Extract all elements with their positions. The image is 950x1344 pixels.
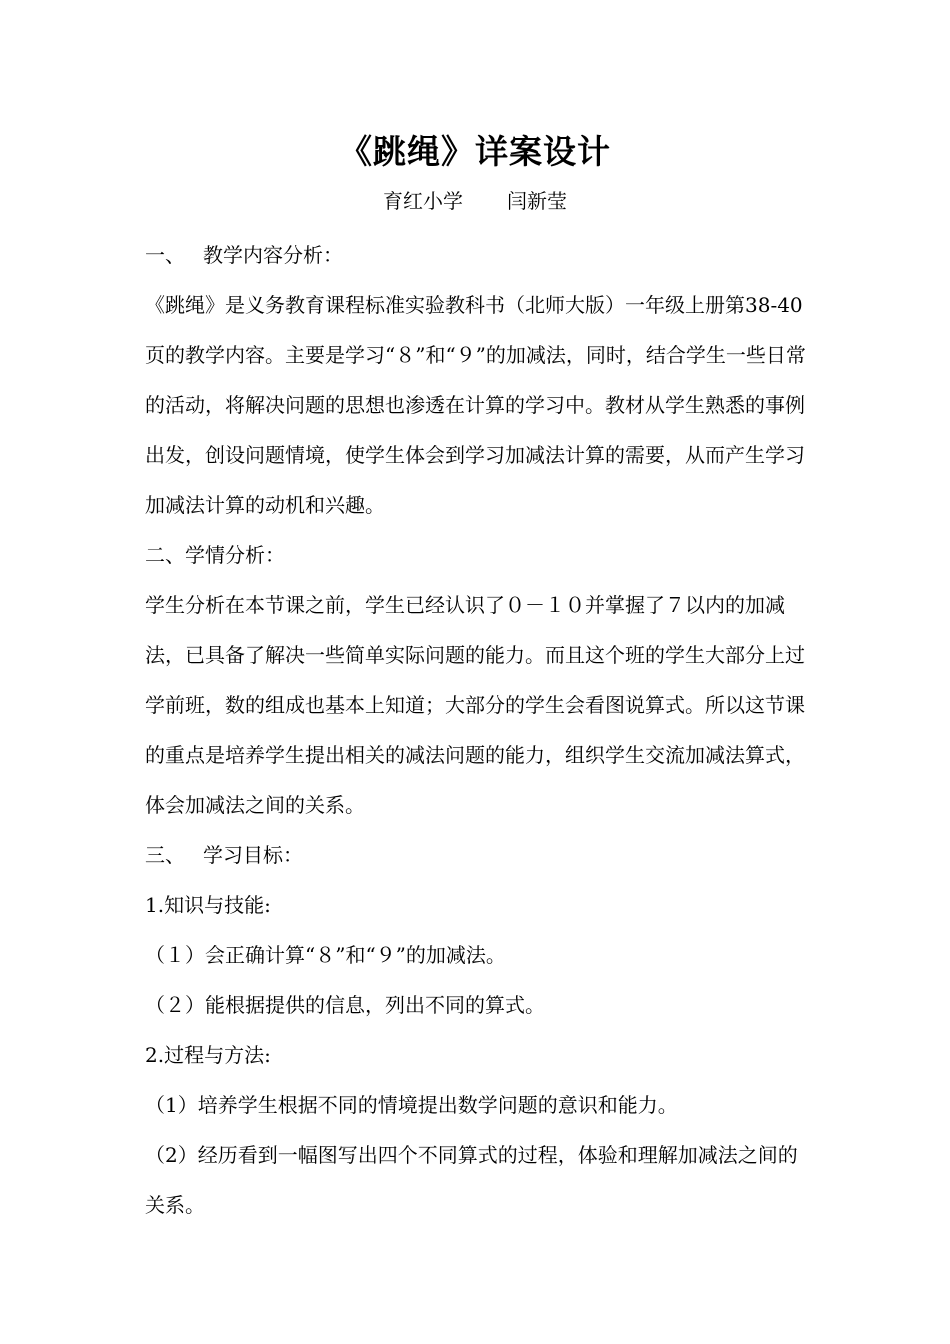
- knowledge-item: （１）会正确计算“８”和“９”的加减法。: [145, 943, 506, 967]
- section-3-heading: [145, 830, 810, 880]
- section-2-heading: 二、学情分析：: [145, 543, 285, 567]
- section-1-number: 一、: [145, 243, 185, 267]
- document-body: [145, 230, 810, 1230]
- section-1-heading: [145, 230, 810, 280]
- section-3-title: 学习目标：: [203, 843, 303, 867]
- author-name: 闫新莹: [507, 189, 567, 213]
- section-2-paragraph: 学生分析在本节课之前，学生已经认识了０－１０并掌握了７以内的加减法，已具备了解决一些简单实际问题的能力。而且这个班的学生大部分上过学前班，数的组成也基本上知道；大部分的学生会看图说算式。所以这节课的重点是培养学生提出相关的减法问题的能力，组织学生交流加减法算式，体会加减法之间的关系。: [145, 593, 805, 817]
- process-item: （1）培养学生根据不同的情境提出数学问题的意识和能力。: [145, 1093, 678, 1117]
- section-1-paragraph: 《跳绳》是义务教育课程标准实验教科书（北师大版）一年级上册第38-40页的教学内容。主要是学习“８”和“９”的加减法，同时，结合学生一些日常的活动，将解决问题的思想也渗透在计算的学习中。教材从学生熟悉的事例出发，创设问题情境，使学生体会到学习加减法计算的需要，从而产生学习加减法计算的动机和兴趣。: [145, 293, 806, 517]
- section-1-title: 教学内容分析：: [203, 243, 343, 267]
- author-line: [0, 184, 950, 218]
- section-3-number: 三、: [145, 843, 185, 867]
- knowledge-skills-heading: 1.知识与技能:: [145, 893, 271, 917]
- school-name: 育红小学: [383, 189, 463, 213]
- knowledge-item: （２）能根据提供的信息，列出不同的算式。: [145, 993, 545, 1017]
- process-item: （2）经历看到一幅图写出四个不同算式的过程，体验和理解加减法之间的关系。: [145, 1143, 798, 1217]
- document-title: 《跳绳》详案设计: [339, 132, 611, 171]
- process-method-heading: 2.过程与方法:: [145, 1043, 271, 1067]
